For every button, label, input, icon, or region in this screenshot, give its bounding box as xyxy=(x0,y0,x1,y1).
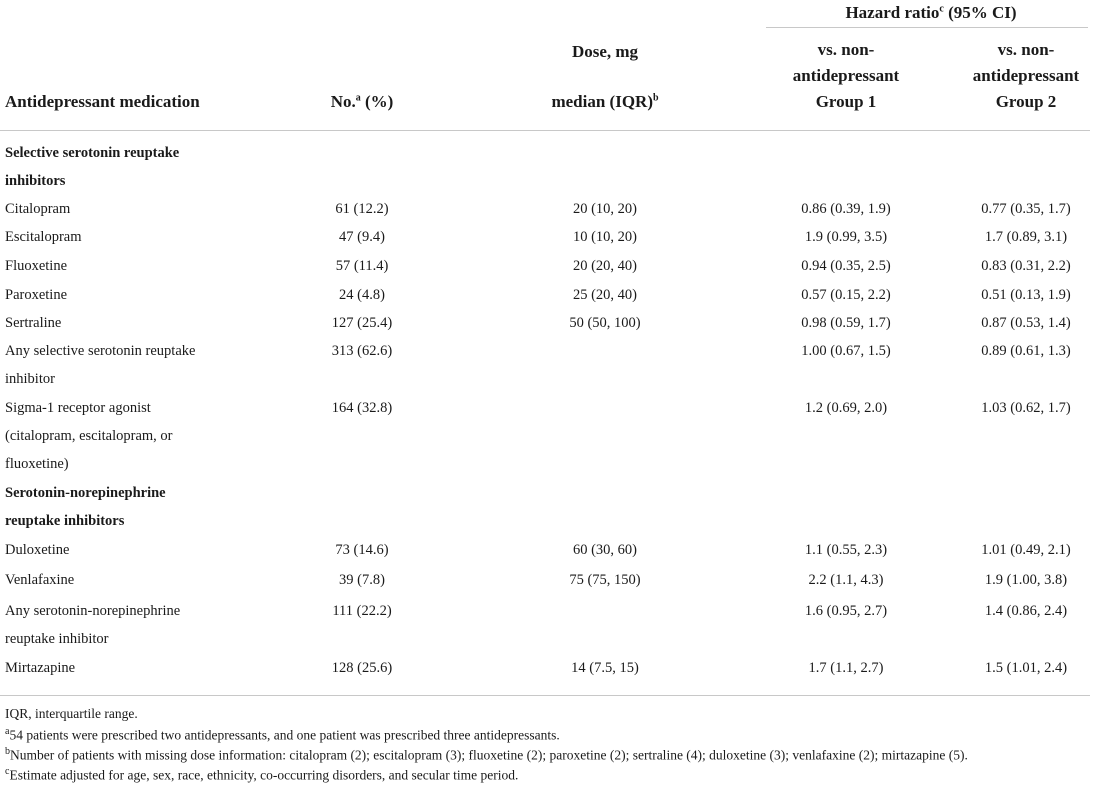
row-mirtazapine-hr1: 1.7 (1.1, 2.7) xyxy=(808,660,884,676)
footnote-iqr: IQR, interquartile range. xyxy=(5,706,138,721)
row-citalopram-hr2: 0.77 (0.35, 1.7) xyxy=(981,201,1071,217)
row-paroxetine-dose: 25 (20, 40) xyxy=(572,287,638,303)
row-sertraline-dose: 50 (50, 100) xyxy=(569,315,641,331)
row-duloxetine-hr1: 1.1 (0.55, 2.3) xyxy=(804,542,888,558)
col-header-hr2-line2: antidepressant xyxy=(972,66,1080,85)
row-paroxetine-hr1: 0.57 (0.15, 2.2) xyxy=(801,287,891,303)
row-sigma-name-line3: fluoxetine) xyxy=(5,456,69,472)
row-any-snri-hr2: 1.4 (0.86, 2.4) xyxy=(984,603,1068,619)
row-citalopram-name: Citalopram xyxy=(5,201,71,217)
group-snri-line1: Serotonin-norepinephrine xyxy=(5,485,166,501)
footnote-a: $^a$54 patients were prescribed two antidepressants, and one patient was prescribed three antidepressants. xyxy=(5,726,560,743)
row-paroxetine-no: 24 (4.8) xyxy=(339,287,385,303)
row-any-snri-no: 111 (22.2) xyxy=(332,603,392,619)
row-sertraline-hr2: 0.87 (0.53, 1.4) xyxy=(981,315,1071,331)
hazard-ratio-rule xyxy=(766,27,1088,28)
row-sigma-name-line1: Sigma-1 receptor agonist xyxy=(5,400,151,416)
row-sertraline-name: Sertraline xyxy=(5,315,62,331)
footnote-c: $^c$Estimate adjusted for age, sex, race, ethnicity, co-occurring disorders, and secular time period. xyxy=(5,766,519,783)
row-mirtazapine-no: 128 (25.6) xyxy=(331,660,393,676)
row-sigma-no: 164 (32.8) xyxy=(331,400,393,416)
row-duloxetine-hr2: 1.01 (0.49, 2.1) xyxy=(981,542,1071,558)
row-any-snri-hr1: 1.6 (0.95, 2.7) xyxy=(804,603,888,619)
row-any-snri-name-line2: reuptake inhibitor xyxy=(5,631,109,647)
col-header-dose-line2: median (IQR)$^b$ xyxy=(551,92,659,111)
row-venlafaxine-hr1: 2.2 (1.1, 4.3) xyxy=(808,572,884,588)
col-header-hr1-line1: vs. non- xyxy=(817,40,875,59)
row-sigma-hr1: 1.2 (0.69, 2.0) xyxy=(804,400,888,416)
row-venlafaxine-dose: 75 (75, 150) xyxy=(569,572,641,588)
col-header-hr2-line1: vs. non- xyxy=(997,40,1055,59)
row-any-ssri-name-line1: Any selective serotonin reuptake xyxy=(5,343,196,359)
col-header-no: No.$^a$ (%) xyxy=(330,92,394,111)
row-citalopram-dose: 20 (10, 20) xyxy=(572,201,638,217)
row-escitalopram-hr2: 1.7 (0.89, 3.1) xyxy=(984,229,1068,245)
group-ssri-line1: Selective serotonin reuptake xyxy=(5,145,180,161)
row-escitalopram-hr1: 1.9 (0.99, 3.5) xyxy=(804,229,888,245)
row-escitalopram-no: 47 (9.4) xyxy=(339,229,385,245)
row-fluoxetine-hr2: 0.83 (0.31, 2.2) xyxy=(981,258,1071,274)
row-fluoxetine-name: Fluoxetine xyxy=(5,258,68,274)
table-bottom-rule xyxy=(0,695,1090,696)
col-header-hr2-line3: Group 2 xyxy=(995,92,1057,111)
row-sertraline-no: 127 (25.4) xyxy=(331,315,393,331)
row-duloxetine-dose: 60 (30, 60) xyxy=(572,542,638,558)
footnote-b: $^b$Number of patients with missing dose information: citalopram (2); escitalopram (3); fluoxetine (2); paroxetine (2); sertraline (4); duloxetine (3); venlafaxine (2); mirtazapine (5). xyxy=(5,746,968,763)
row-venlafaxine-no: 39 (7.8) xyxy=(339,572,385,588)
row-escitalopram-name: Escitalopram xyxy=(5,229,82,245)
col-header-medication: Antidepressant medication xyxy=(5,92,200,111)
row-mirtazapine-hr2: 1.5 (1.01, 2.4) xyxy=(984,660,1068,676)
header-rule xyxy=(0,130,1090,131)
group-ssri-line2: inhibitors xyxy=(5,173,66,189)
row-duloxetine-name: Duloxetine xyxy=(5,542,70,558)
group-snri-line2: reuptake inhibitors xyxy=(5,513,125,529)
row-any-ssri-no: 313 (62.6) xyxy=(331,343,393,359)
col-header-hr1-line3: Group 1 xyxy=(815,92,877,111)
row-any-ssri-name-line2: inhibitor xyxy=(5,371,55,387)
row-mirtazapine-dose: 14 (7.5, 15) xyxy=(571,660,639,676)
row-any-ssri-hr2: 0.89 (0.61, 1.3) xyxy=(981,343,1071,359)
row-any-ssri-hr1: 1.00 (0.67, 1.5) xyxy=(801,343,891,359)
row-sigma-hr2: 1.03 (0.62, 1.7) xyxy=(981,400,1071,416)
row-fluoxetine-dose: 20 (20, 40) xyxy=(572,258,638,274)
row-citalopram-no: 61 (12.2) xyxy=(335,201,389,217)
row-any-snri-name-line1: Any serotonin-norepinephrine xyxy=(5,603,181,619)
row-fluoxetine-no: 57 (11.4) xyxy=(335,258,389,274)
row-citalopram-hr1: 0.86 (0.39, 1.9) xyxy=(801,201,891,217)
row-paroxetine-hr2: 0.51 (0.13, 1.9) xyxy=(981,287,1071,303)
row-escitalopram-dose: 10 (10, 20) xyxy=(572,229,638,245)
row-venlafaxine-hr2: 1.9 (1.00, 3.8) xyxy=(984,572,1068,588)
col-header-dose-line1: Dose, mg xyxy=(571,42,639,61)
row-mirtazapine-name: Mirtazapine xyxy=(5,660,76,676)
col-header-hr1-line2: antidepressant xyxy=(792,66,900,85)
row-sertraline-hr1: 0.98 (0.59, 1.7) xyxy=(801,315,891,331)
row-duloxetine-no: 73 (14.6) xyxy=(335,542,389,558)
row-sigma-name-line2: (citalopram, escitalopram, or xyxy=(5,428,173,444)
row-venlafaxine-name: Venlafaxine xyxy=(5,572,75,588)
row-fluoxetine-hr1: 0.94 (0.35, 2.5) xyxy=(801,258,891,274)
hazard-ratio-header: Hazard ratio$^c$ (95% CI) xyxy=(845,3,1017,22)
row-paroxetine-name: Paroxetine xyxy=(5,287,68,303)
